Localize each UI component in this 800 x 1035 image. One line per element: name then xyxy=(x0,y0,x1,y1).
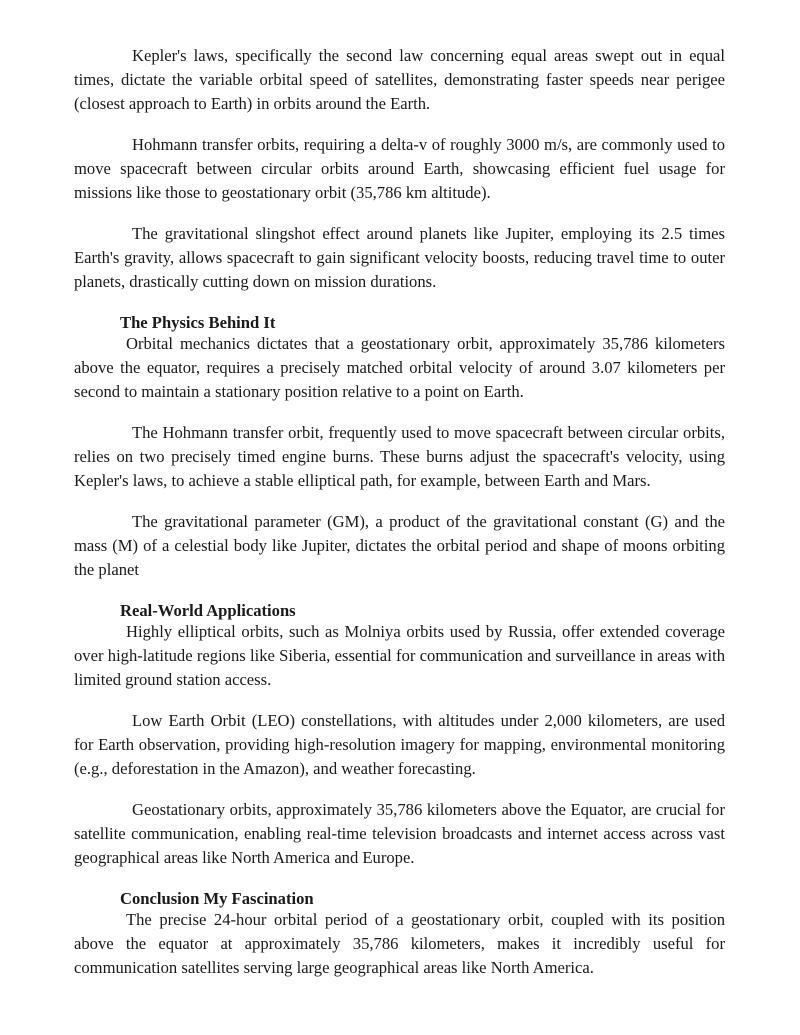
applications-paragraph-geostationary: Geostationary orbits, approximately 35,786 kilometers above the Equator, are crucial for satellite communication, enabling real-time television broadcasts and internet access across vast geographical areas like North America and Europe. xyxy=(74,800,725,867)
intro-paragraph-slingshot: The gravitational slingshot effect around planets like Jupiter, employing its 2.5 times Earth's gravity, allows spacecraft to gain significant velocity boosts, reducing travel time to outer planets, drastically cutting down on mission durations. xyxy=(74,224,725,291)
intro-paragraph-kepler: Kepler's laws, specifically the second law concerning equal areas swept out in equal times, dictate the variable orbital speed of satellites, demonstrating faster speeds near perigee (closest approach to Earth) in orbits around the Earth. xyxy=(74,46,725,113)
document-page xyxy=(74,44,725,997)
physics-paragraph-gm: The gravitational parameter (GM), a product of the gravitational constant (G) and the mass (M) of a celestial body like Jupiter, dictates the orbital period and shape of moons orbiting the planet xyxy=(74,512,725,579)
applications-paragraph-leo: Low Earth Orbit (LEO) constellations, with altitudes under 2,000 kilometers, are used for Earth observation, providing high-resolution imagery for mapping, environmental monitoring (e.g., deforestation in the Amazon), and weather forecasting. xyxy=(74,711,725,778)
intro-paragraph-hohmann: Hohmann transfer orbits, requiring a delta-v of roughly 3000 m/s, are commonly used to move spacecraft between circular orbits around Earth, showcasing efficient fuel usage for missions like those to geostationary orbit (35,786 km altitude). xyxy=(74,135,725,202)
section-heading-physics: The Physics Behind It xyxy=(120,313,276,332)
physics-paragraph-geostationary: Orbital mechanics dictates that a geostationary orbit, approximately 35,786 kilometers above the equator, requires a precisely matched orbital velocity of around 3.07 kilometers per second to maintain a stationary position relative to a point on Earth. xyxy=(74,334,725,401)
conclusion-paragraph: The precise 24-hour orbital period of a geostationary orbit, coupled with its position above the equator at approximately 35,786 kilometers, makes it incredibly useful for communication satellites serving large geographical areas like North America. xyxy=(74,910,725,977)
physics-paragraph-hohmann: The Hohmann transfer orbit, frequently used to move spacecraft between circular orbits, relies on two precisely timed engine burns. These burns adjust the spacecraft's velocity, using Kepler's laws, to achieve a stable elliptical path, for example, between Earth and Mars. xyxy=(74,423,725,490)
section-heading-conclusion: Conclusion My Fascination xyxy=(120,889,314,908)
section-heading-applications: Real-World Applications xyxy=(120,601,296,620)
applications-paragraph-molniya: Highly elliptical orbits, such as Molniya orbits used by Russia, offer extended coverage over high-latitude regions like Siberia, essential for communication and surveillance in areas with limited ground station access. xyxy=(74,622,725,689)
